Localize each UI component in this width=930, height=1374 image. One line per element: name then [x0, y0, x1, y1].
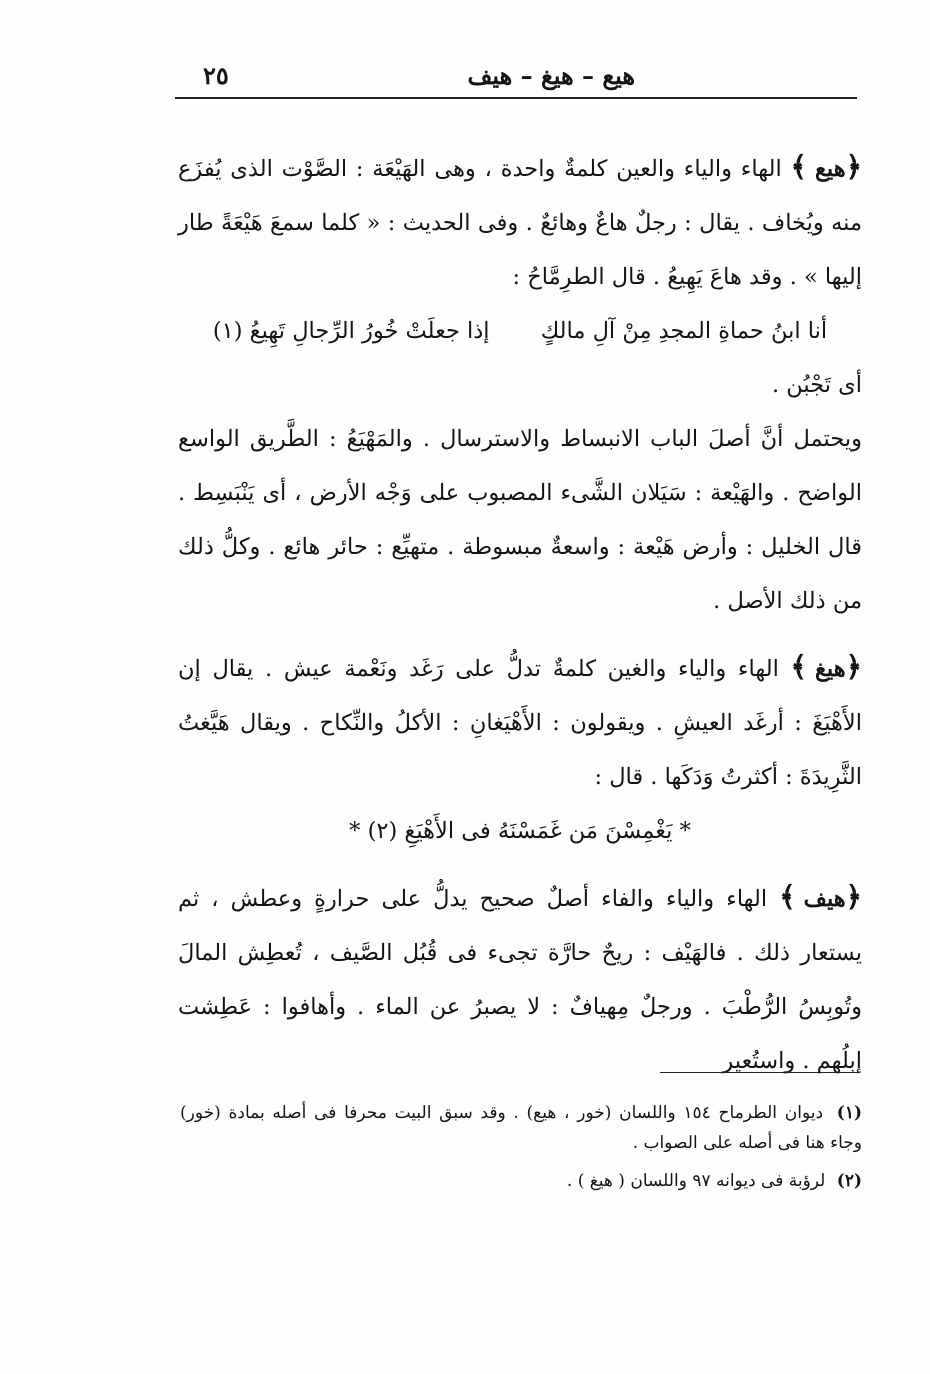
entry-hayaf [178, 870, 862, 1088]
footnote-number: (١) [836, 1103, 863, 1123]
running-title: هيع – هيغ – هيف [467, 61, 635, 90]
footnote [180, 1098, 862, 1158]
entry-text: الهاء والياء والعين كلمةٌ واحدة ، وهى الهَيْعَة : الصَّوْت الذى يُفزَع منه ويُخاف . يقال : رجلٌ هاعٌ وهائعٌ . وفى الحديث : « كلما سمعَ هَيْعَةً طار إليها » . وقد هاعَ يَهِيعُ . قال الطرِمَّاحُ : [178, 156, 862, 290]
head-bracket-close: ﴾ [779, 880, 796, 913]
head-bracket-open: ﴿ [845, 150, 862, 183]
footnotes [180, 1098, 862, 1204]
page-header [175, 55, 855, 95]
head-bracket-open: ﴿ [845, 650, 862, 683]
footnote-text: ديوان الطرماح ١٥٤ واللسان (خور ، هيع) . وقد سبق البيت محرفا فى أصله بمادة (خور) وجاء هنا فى أصله على الصواب . [180, 1103, 862, 1153]
page-number: ٢٥ [203, 61, 229, 90]
entry-paragraph [178, 140, 862, 304]
footnote-text: لرؤبة فى ديوانه ٩٧ واللسان ( هيغ ) . [566, 1171, 826, 1191]
head-word: هيف [803, 886, 846, 912]
footnote [180, 1166, 862, 1196]
head-bracket-close: ﴾ [790, 150, 807, 183]
entry-text: الهاء والياء والغين كلمةٌ تدلُّ على رَغَد ونَعْمة عيش . يقال إن الأَهْيَغَ : أرغَد العيشِ . ويقولون : الأَهْيَغانِ : الأكلُ والنِّكاح . ويقال هَيَّغتُ الثَّرِيدَةَ : أكثرتُ وَدَكَها . قال : [178, 656, 862, 790]
main-text [178, 140, 862, 1100]
footnote-number: (٢) [836, 1171, 862, 1191]
entry-hayaa [178, 140, 862, 628]
verse-first-hemistich: أنا ابنُ حماةِ المجدِ مِنْ آلِ مالكٍ [540, 318, 828, 344]
entry-paragraph [178, 870, 862, 1088]
head-word: هيع [814, 156, 846, 182]
entry-continuation: ويحتمل أنَّ أصلَ الباب الانبساط والاسترسال . والمَهْيَعُ : الطَّريق الواسع الواضح . والهَيْعة : سَيَلان الشَّىء المصبوب على وَجْه الأرض ، أى يَنْبَسِط . قال الخليل : وأرض هَيْعة : واسعةٌ مبسوطة . متهيِّع : حائر هائع . وكلُّ ذلك من ذلك الأصل . [178, 426, 862, 614]
verse-second-hemistich: إذا جعلَتْ خُورُ الرِّجالِ تَهِيعُ (١) [212, 318, 490, 344]
footnote-rule [660, 1072, 860, 1073]
header-rule [175, 97, 857, 99]
entry-paragraph [178, 640, 862, 804]
head-bracket-open: ﴿ [845, 880, 863, 913]
head-bracket-close: ﴾ [790, 650, 807, 683]
head-word: هيغ [814, 656, 846, 682]
entry-text: الهاء والياء والفاء أصلٌ صحيح يدلُّ على حرارةٍ وعطش ، ثم يستعار ذلك . فالهَيْف : ريحٌ حارَّة تجىء فى قُبُل الصَّيف ، تُعطِش المالَ وتُوبِسُ الرُّطْبَ . ورجلٌ مِهيافٌ : لا يصبرُ عن الماء . وأهافوا : عَطِشت إبلُهم . واستُعير [178, 886, 862, 1074]
verse-gloss: أى تَجْبُن . [771, 372, 862, 398]
verse-line [178, 304, 862, 358]
verse-line: * يَغْمِسْنَ مَن غَمَسْنَهُ فى الأَهْيَغِ (٢) * [349, 818, 691, 844]
entry-hayagh [178, 640, 862, 858]
